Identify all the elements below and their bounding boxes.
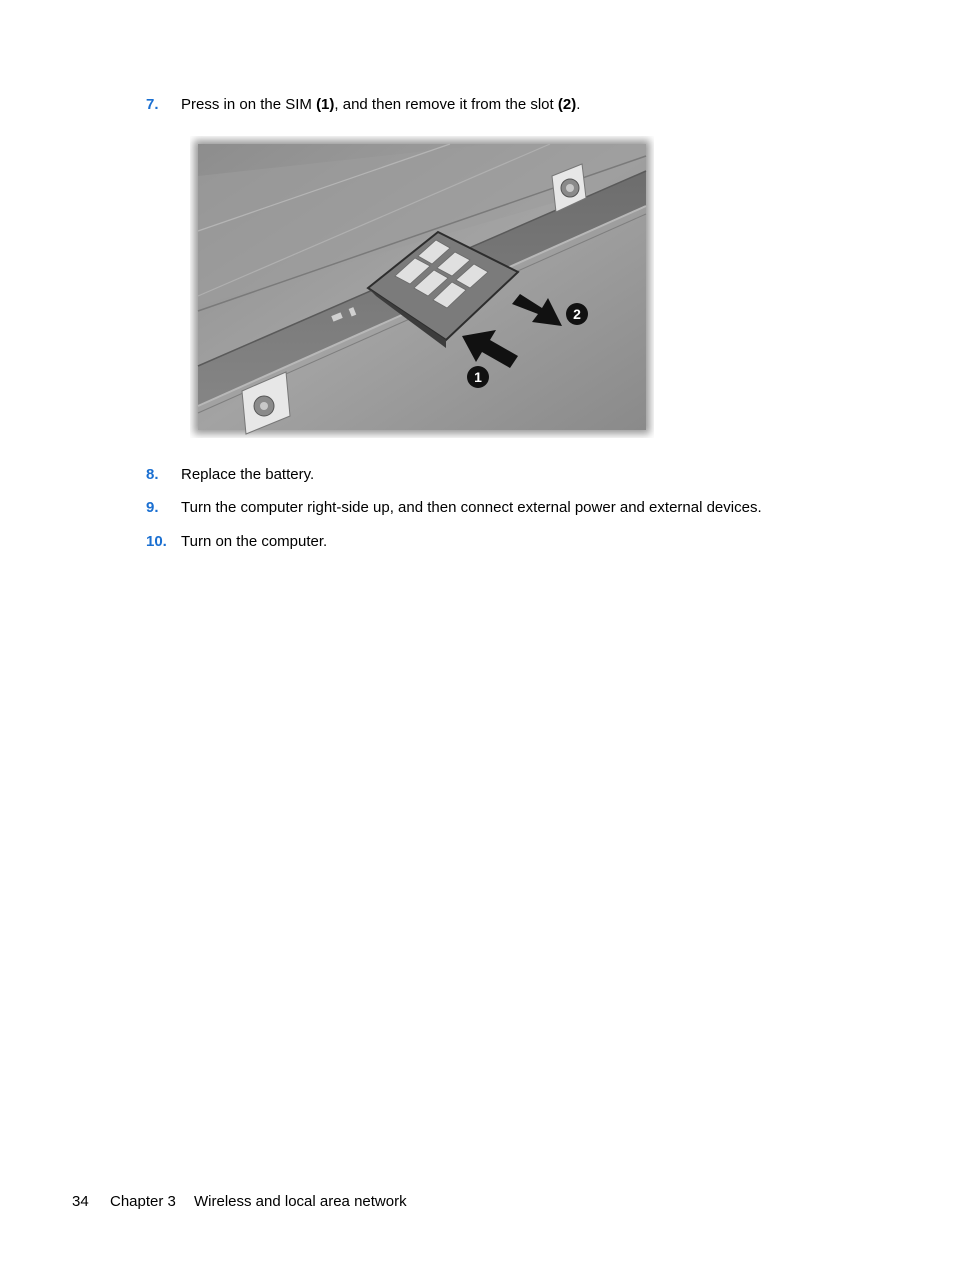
svg-text:2: 2 (573, 306, 581, 322)
sim-removal-illustration (190, 136, 654, 438)
step-number: 7. (146, 96, 159, 113)
step-text: Press in on the SIM (1), and then remove it from the slot (2). (181, 96, 581, 113)
callout-2 (566, 303, 588, 325)
chapter-title: Wireless and local area network (194, 1193, 407, 1210)
page-number: 34 (72, 1193, 89, 1210)
callout-ref-2: (2) (557, 96, 577, 113)
step-number: 9. (146, 499, 159, 516)
callout-1 (467, 366, 489, 388)
svg-text:1: 1 (474, 369, 482, 385)
callout-ref-1: (1) (316, 96, 335, 113)
step-text: Turn on the computer. (181, 533, 328, 550)
step-text: Turn the computer right-side up, and then connect external power and external devices. (181, 499, 762, 516)
chapter-label: Chapter 3 (110, 1193, 176, 1210)
step-number: 8. (146, 466, 159, 483)
step-text: Replace the battery. (181, 466, 315, 483)
step-number: 10. (146, 533, 167, 550)
